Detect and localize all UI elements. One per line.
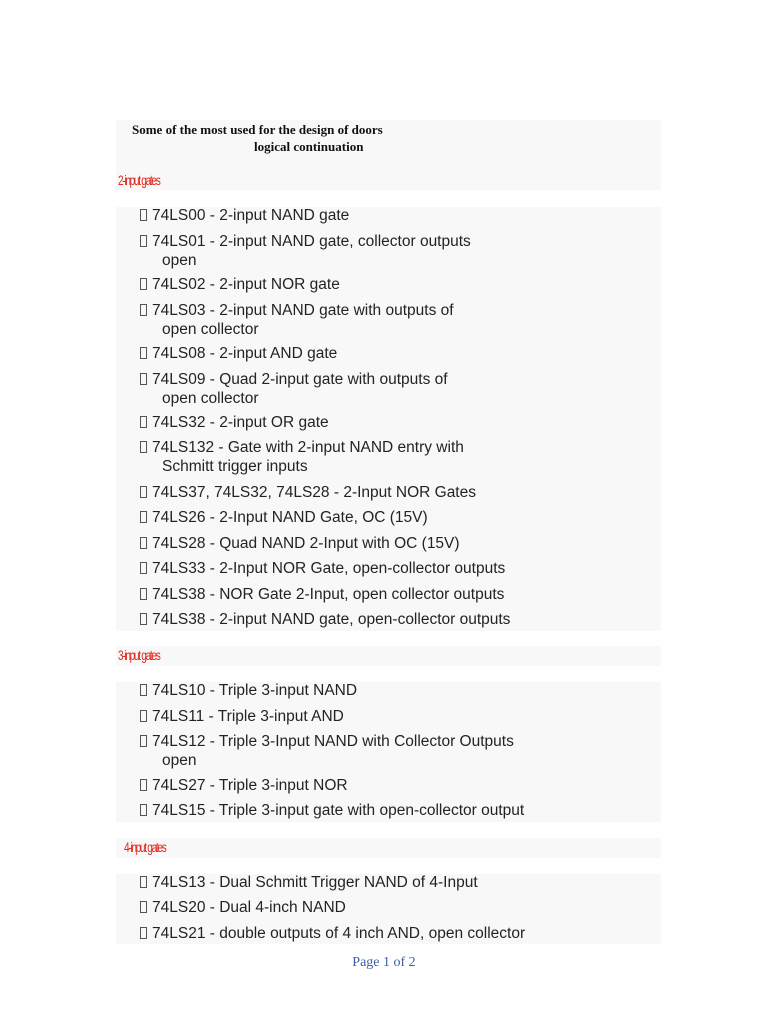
bullet-box-icon [140, 235, 147, 247]
bullet-box-icon [140, 927, 147, 939]
list-item: 74LS10 - Triple 3-input NAND [140, 682, 357, 701]
list-item: 74LS37, 74LS32, 74LS28 - 2-Input NOR Gates [140, 484, 476, 503]
list-item: 74LS27 - Triple 3-input NOR [140, 777, 348, 796]
list-item: 74LS132 - Gate with 2-input NAND entry with Schmitt trigger inputs [140, 439, 464, 476]
bullet-box-icon [140, 416, 147, 428]
bullet-box-icon [140, 278, 147, 290]
bullet-box-icon [140, 373, 147, 385]
list-item: 74LS12 - Triple 3-Input NAND with Collector Outputs open [140, 733, 514, 770]
bullet-box-icon [140, 710, 147, 722]
list-item: 74LS26 - 2-Input NAND Gate, OC (15V) [140, 509, 428, 528]
bullet-box-icon [140, 876, 147, 888]
list-item: 74LS11 - Triple 3-input AND [140, 708, 344, 727]
section-band-3-input [116, 646, 661, 666]
list-item: 74LS20 - Dual 4-inch NAND [140, 899, 346, 918]
bullet-box-icon [140, 779, 147, 791]
list-item: 74LS03 - 2-input NAND gate with outputs of open collector [140, 302, 454, 339]
list-item: 74LS21 - double outputs of 4 inch AND, open collector [140, 925, 525, 944]
bullet-box-icon [140, 209, 147, 221]
section-band-4-input [116, 838, 661, 858]
list-item: 74LS09 - Quad 2-input gate with outputs of open collector [140, 371, 448, 408]
list-item: 74LS33 - 2-Input NOR Gate, open-collector outputs [140, 560, 505, 579]
list-item: 74LS15 - Triple 3-input gate with open-collector output [140, 802, 524, 821]
bullet-box-icon [140, 735, 147, 747]
bullet-box-icon [140, 613, 147, 625]
title-line-2: logical continuation [254, 139, 364, 154]
list-item: 74LS13 - Dual Schmitt Trigger NAND of 4-Input [140, 874, 478, 893]
page-number: Page 1 of 2 [352, 955, 416, 970]
title-line-1: Some of the most used for the design of doors [132, 122, 383, 137]
section-list-2-input [116, 207, 661, 631]
list-item: 74LS32 - 2-input OR gate [140, 414, 329, 433]
list-item: 74LS00 - 2-input NAND gate [140, 207, 349, 226]
bullet-box-icon [140, 804, 147, 816]
bullet-box-icon [140, 562, 147, 574]
section-heading-3-input: 3-input gates [118, 647, 160, 663]
bullet-box-icon [140, 304, 147, 316]
section-list-3-input [116, 682, 661, 822]
document-title [116, 120, 661, 190]
bullet-box-icon [140, 537, 147, 549]
section-heading-4-input: 4-input gates [124, 839, 166, 855]
list-item: 74LS28 - Quad NAND 2-Input with OC (15V) [140, 535, 460, 554]
bullet-box-icon [140, 901, 147, 913]
list-item: 74LS01 - 2-input NAND gate, collector outputs open [140, 233, 471, 270]
bullet-box-icon [140, 486, 147, 498]
bullet-box-icon [140, 511, 147, 523]
section-heading-2-input: 2-input gates [118, 172, 160, 188]
list-item: 74LS38 - NOR Gate 2-Input, open collector outputs [140, 586, 504, 605]
list-item: 74LS08 - 2-input AND gate [140, 345, 337, 364]
list-item: 74LS02 - 2-input NOR gate [140, 276, 340, 295]
bullet-box-icon [140, 441, 147, 453]
section-list-4-input [116, 874, 661, 944]
bullet-box-icon [140, 588, 147, 600]
list-item: 74LS38 - 2-input NAND gate, open-collector outputs [140, 611, 510, 630]
bullet-box-icon [140, 684, 147, 696]
bullet-box-icon [140, 347, 147, 359]
